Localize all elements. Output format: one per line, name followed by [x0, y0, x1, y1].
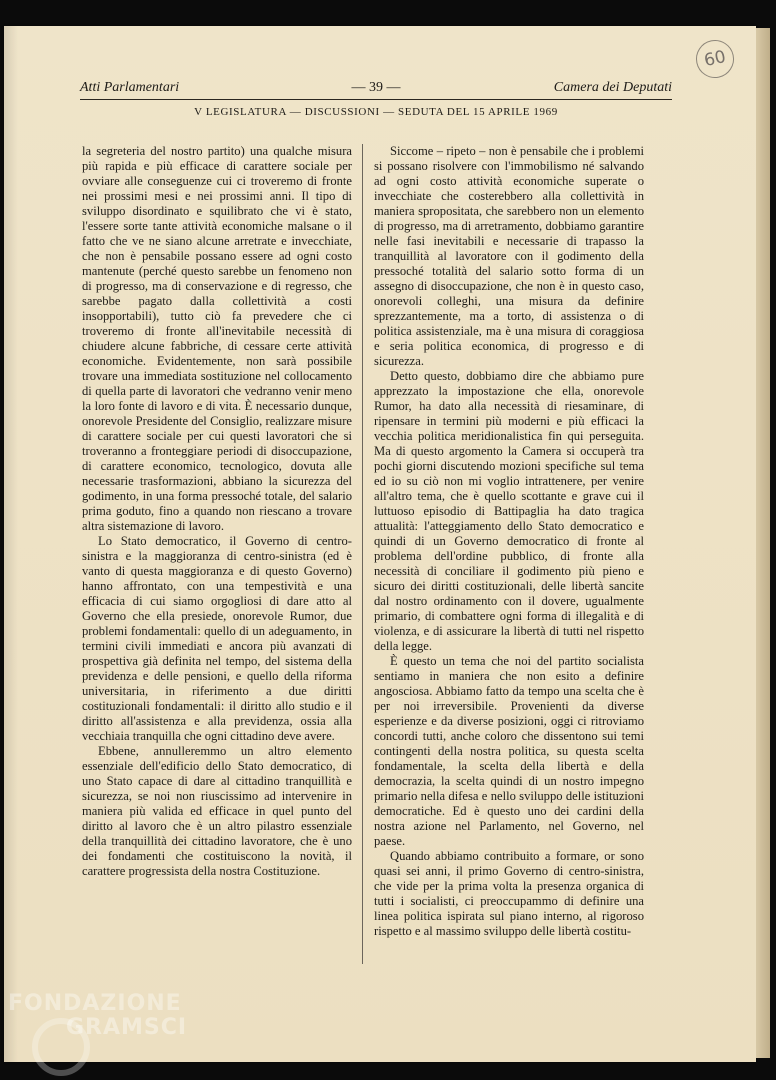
page-edge [756, 28, 770, 1058]
header-rule [80, 99, 672, 100]
watermark [8, 992, 187, 1040]
header-left: Atti Parlamentari [80, 80, 180, 95]
running-header [80, 52, 672, 98]
session-subheader: V LEGISLATURA — DISCUSSIONI — SEDUTA DEL 15 APRILE 1969 [194, 106, 558, 118]
paragraph: Quando abbiamo contribuito a formare, or sono quasi sei anni, il primo Governo di centro-sinistra, che vide per la prima volta la presenza organica di tutti i socialisti, ci preoccupammo di definire una linea politica ispirata sul piano interno, al rigoroso rispetto e al massimo sviluppo delle libertà costitu- [374, 849, 644, 938]
paragraph: È questo un tema che noi del partito socialista sentiamo in maniera che non esito a definire angosciosa. Abbiamo fatto da tempo una scelta che è per noi irreversibile. Provenienti da diverse esperienze e da diverse posizioni, oggi ci ritroviamo concordi tutti, anche coloro che dissentono sui temi contingenti della nostra politica, su questa scelta fondamentale, la scelta della libertà e della democrazia, la scelta quindi di un nostro impegno primario nella difesa e nello sviluppo delle istituzioni democratiche. Ed è questo uno dei cardini della nostra azione nel Parlamento, nel Governo, nel paese. [374, 654, 644, 848]
column-divider [362, 144, 363, 964]
paragraph: la segreteria del nostro partito) una qualche misura più rapida e più efficace di carattere sociale per ovviare alle conseguenze cui ci troveremo di fronte nei prossimi mesi e nei prossimi anni. Il tipo di sviluppo disordinato e squilibrato che vi è stato, l'essere sorte tante attività economiche malsane o il fatto che ve ne siano alcune arretrate e invecchiate, che non è pensabile possano essere ad ogni costo mantenute (perché questo sarebbe un fenomeno non di progresso, ma di conservazione e di regresso, che sarebbe pagato dalla collettività a costi insopportabili), tutto ciò fa prevedere che ci troveremo di fronte all'inevitabile necessità di chiudere alcune fabbriche, di cessare certe attività economiche. Evidentemente, non sarà possibile trovare una immediata sostituzione nel collocamento di quella parte di lavoratori che vedranno venir meno la loro fonte di lavoro e di vita. È necessario dunque, onorevole Presidente del Consiglio, realizzare misure di carattere sociale per cui questi lavoratori che si troveranno a fronteggiare periodi di disoccupazione, di carattere economico, tecnologico, dovuta alle necessarie trasformazioni, abbiano la sicurezza del godimento, in una forma pressoché totale, del salario prima goduto, fino a quando non riescano a trovare altra sistemazione di lavoro. [82, 144, 352, 533]
handwritten-page-number: 60 [692, 36, 737, 81]
paragraph: Siccome – ripeto – non è pensabile che i problemi si possano risolvere con l'immobilismo né salvando ad ogni costo attività economiche superate o invecchiate che costerebbero alla collettività in maniera spropositata, che sarebbero non un elemento di progresso, ma di arretramento, dobbiamo garantire nelle fasi inevitabili e necessarie di trapasso la tranquillità al lavoratore con il godimento della pressoché totalità del salario sotto forma di un assegno di disoccupazione, che non è in questo caso, onorevoli colleghi, una misura da definire sprezzantemente, ma a torto, di assistenza o di politica assistenziale, ma è una misura di coraggiosa e seria politica economica, di progresso e di sicurezza. [374, 144, 644, 368]
watermark-line2: GRAMSCI [66, 1015, 188, 1040]
page-number: — 39 — [351, 80, 401, 95]
paragraph: Ebbene, annulleremmo un altro elemento essenziale dell'edificio dello Stato democratico, di uno Stato capace di dare al cittadino tranquillità e sicurezza, se noi non riuscissimo ad intervenire in maniera più valida ed efficace in quel punto del diritto al lavoro che è un altro pilastro essenziale della tranquillità dei cittadino lavoratore, che è uno dei fondamenti che costituiscono la novità, il carattere progressista della nostra Costituzione. [82, 744, 352, 878]
paragraph: Lo Stato democratico, il Governo di centro-sinistra e la maggioranza di centro-sinistra (ed è vanto di questa maggioranza e di questo Governo) hanno affrontato, con una tempestività e una efficacia di cui siamo orgogliosi di dare atto al Governo che ella presiede, onorevole Rumor, due problemi fondamentali: quello di un adeguamento, in termini civili immediati e ancora più avanzati di prospettiva già definita nel tempo, del sistema della previdenza e delle pensioni, e quello della riforma universitaria, in riferimento a due diritti costituzionali fondamentali: il diritto allo studio e il diritto all'assistenza e alla previdenza, ossia alla vecchiaia tranquilla che ogni cittadino deve avere. [82, 534, 352, 743]
watermark-line1: FONDAZIONE [8, 991, 182, 1016]
left-column [82, 144, 352, 879]
header-right: Camera dei Deputati [553, 80, 672, 95]
paragraph: Detto questo, dobbiamo dire che abbiamo pure apprezzato la impostazione che ella, onorevole Rumor, ha dato alla necessità di riesaminare, di ripensare in termini più moderni e più efficaci la vecchia politica meridionalistica fin qui perseguita. Ma di questo argomento la Camera si occuperà tra pochi giorni discutendo mozioni specifiche sul tema ed io su ciò non mi voglio intrattenere, per venire all'altro tema, che è quello scottante e grave cui il luttuoso episodio di Battipaglia ha dato tragica attualità: l'atteggiamento dello Stato democratico e quindi di un Governo democratico di fronte al problema dell'ordine pubblico, di fronte alla necessità di conciliare il godimento più pieno e sicuro dei diritti costituzionali, delle libertà sancite dal nostro ordinamento con il dovere, ugualmente primario, di combattere ogni forma di illegalità e di violenza, e di assicurare la libertà di tutti nel rispetto della legge. [374, 369, 644, 653]
right-column [374, 144, 644, 939]
